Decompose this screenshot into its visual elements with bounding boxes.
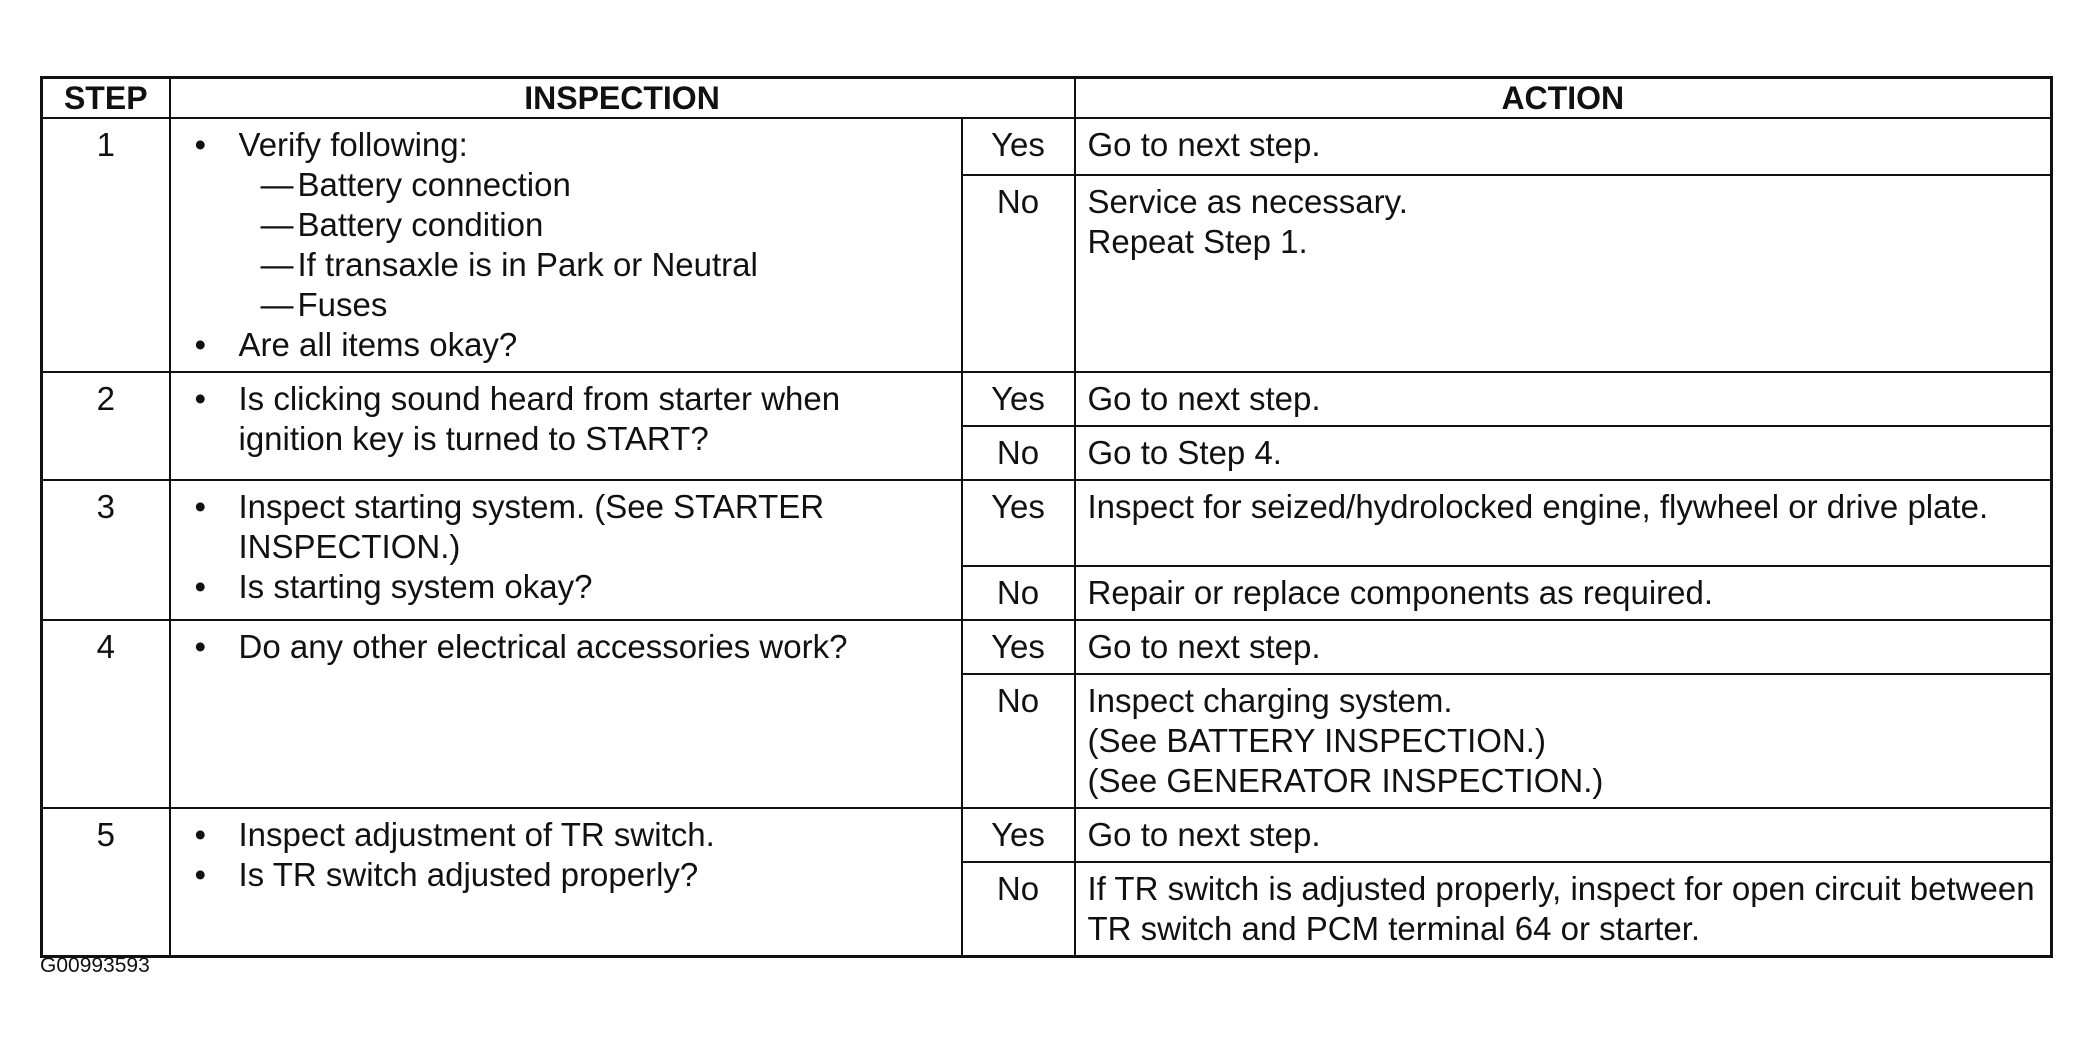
action-line: Repeat Step 1. [1087,222,1308,260]
yes-label: Yes [962,808,1075,862]
inspection-bullet: • Is clicking sound heard from starter when ignition key is turned to START? [195,379,951,459]
no-action [1075,674,2052,808]
action-line: Inspect for seized/hydrolocked engine, flywheel or drive plate. [1087,488,1989,525]
no-label: No [962,175,1075,372]
no-label: No [962,674,1075,808]
inspection-bullet: • Inspect starting system. (See STARTER INSPECTION.) [195,487,951,567]
inspection-subitem [195,165,951,205]
inspection-subitem-text: Fuses [297,286,388,323]
inspection-subitem-text: Battery connection [297,166,571,203]
action-line: Inspect charging system. [1087,682,1453,719]
header-step: STEP [42,78,170,119]
inspection-bullet: • Verify following: [195,125,951,165]
yes-label: Yes [962,480,1075,566]
action-line: Go to next step. [1087,628,1321,665]
inspection-subitem-text: Battery condition [297,206,544,243]
step-row-yes [42,808,2052,862]
yes-action [1075,480,2052,566]
step-row-yes [42,620,2052,674]
yes-action [1075,372,2052,426]
figure-id: G00993593 [40,954,150,977]
step-row-yes [42,118,2052,175]
action-line: Go to Step 4. [1087,434,1282,471]
yes-label: Yes [962,620,1075,674]
header-inspection: INSPECTION [170,78,1075,119]
inspection-cell [170,480,962,620]
inspection-bullet: • Do any other electrical accessories work? [195,627,951,667]
inspection-cell [170,118,962,372]
dash-marker: — [260,286,294,323]
dash-marker: — [260,206,294,243]
yes-action [1075,620,2052,674]
step-number: 1 [42,118,170,372]
inspection-bullet: • Inspect adjustment of TR switch. [195,815,951,855]
action-line: Go to next step. [1087,380,1321,417]
action-line: (See GENERATOR INSPECTION.) [1087,762,1604,799]
step-number: 2 [42,372,170,480]
step-row-yes [42,372,2052,426]
inspection-subitem [195,285,951,325]
yes-action [1075,118,2052,175]
inspection-cell [170,808,962,957]
no-label: No [962,426,1075,480]
yes-label: Yes [962,372,1075,426]
header-row [42,78,2052,119]
inspection-bullet: • Is TR switch adjusted properly? [195,855,951,895]
yes-label: Yes [962,118,1075,175]
yes-action [1075,808,2052,862]
inspection-subitem [195,245,951,285]
inspection-subitem-text: If transaxle is in Park or Neutral [297,246,758,283]
step-number: 4 [42,620,170,808]
diagnostic-table [40,76,2053,958]
no-action [1075,426,2052,480]
step-number: 3 [42,480,170,620]
inspection-bullet: • Are all items okay? [195,325,951,365]
step-number: 5 [42,808,170,957]
step-row-yes [42,480,2052,566]
no-action [1075,175,2052,372]
inspection-cell [170,372,962,480]
inspection-subitem [195,205,951,245]
action-line: Repair or replace components as required. [1087,574,1714,611]
action-line: Go to next step. [1087,816,1321,853]
header-action: ACTION [1075,78,2052,119]
no-label: No [962,566,1075,620]
no-action [1075,566,2052,620]
inspection-cell [170,620,962,808]
inspection-bullet: • Is starting system okay? [195,567,951,607]
action-line: Service as necessary. [1087,182,1408,220]
dash-marker: — [260,246,294,283]
action-line: (See BATTERY INSPECTION.) [1087,722,1546,759]
dash-marker: — [260,166,294,203]
no-action [1075,862,2052,957]
action-line: Go to next step. [1087,126,1321,163]
action-line: If TR switch is adjusted properly, inspect for open circuit between TR switch and PCM terminal 64 or starter. [1087,870,2035,947]
no-label: No [962,862,1075,957]
